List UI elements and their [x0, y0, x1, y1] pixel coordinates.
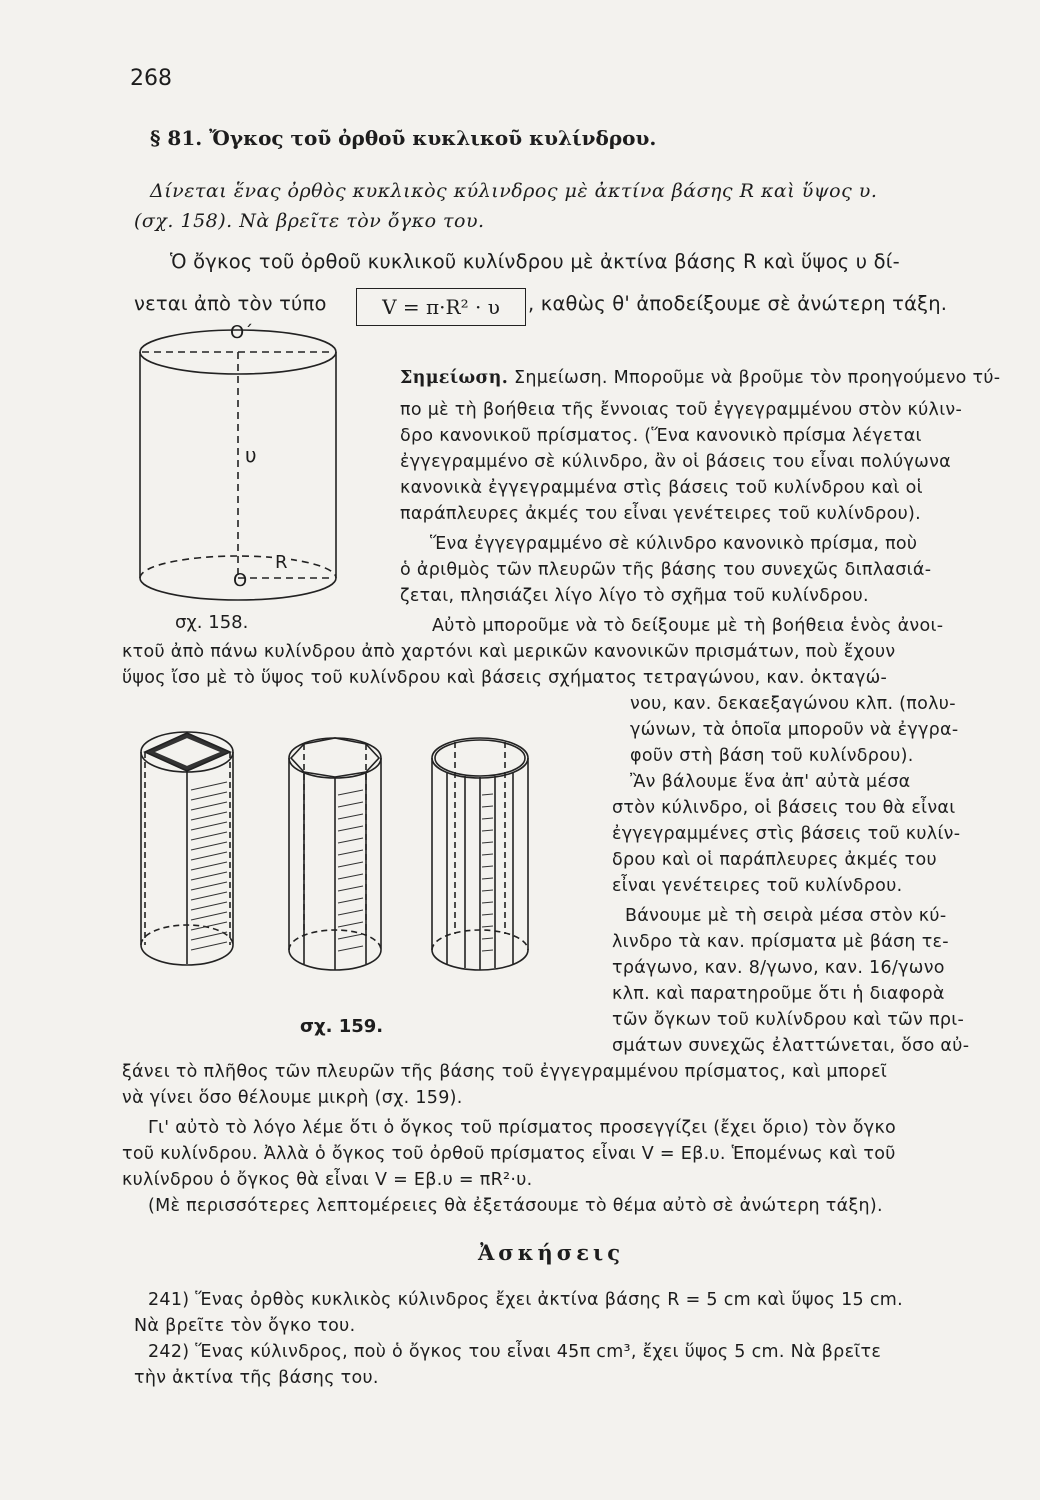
body-line-4: ξάνει τὸ πλῆθος τῶν πλευρῶν τῆς βάσης τοῦ ἐγγεγραμμένου πρίσματος, καὶ μπορεῖ [122, 1062, 888, 1082]
right-col-line-3: Ἂν βάλουμε ἕνα ἀπ' αὐτὰ μέσα [630, 772, 911, 792]
note-line-8: ζεται, πλησιάζει λίγο λίγο τὸ σχῆμα τοῦ κυλίνδρου. [400, 586, 869, 606]
note-line-0 [400, 368, 1000, 388]
body-line-6: Γι' αὐτὸ τὸ λόγο λέμε ὅτι ὁ ὄγκος τοῦ πρίσματος προσεγγίζει (ἔχει ὅριο) τὸν ὄγκο [148, 1118, 897, 1138]
intro-line2-before: νεται ἀπὸ τὸν τύπο [134, 292, 327, 315]
label-o: O [233, 570, 248, 591]
intro-line2-after: , καθὼς θ' ἀποδείξουμε σὲ ἀνώτερη τάξη. [528, 292, 948, 315]
right-col-line-1: γώνων, τὰ ὁποῖα μποροῦν νὰ ἐγγρα- [630, 720, 959, 740]
right-col-line-4: στὸν κύλινδρο, οἱ βάσεις του θὰ εἶναι [612, 798, 956, 818]
note-line-3: ἐγγεγραμμένο σὲ κύλινδρο, ἂν οἱ βάσεις του εἶναι πολύγωνα [400, 452, 951, 472]
intro-line1: Ὁ ὄγκος τοῦ ὀρθοῦ κυκλικοῦ κυλίνδρου μὲ ἀκτίνα βάσης R καὶ ὕψος υ δί- [170, 250, 900, 273]
label-height-u: υ [245, 443, 257, 467]
figure-159-prisms [135, 720, 595, 990]
note-line-1: πο μὲ τὴ βοήθεια τῆς ἔννοιας τοῦ ἐγγεγραμμένου στὸν κύλιν- [400, 400, 963, 420]
body-line-1: Αὐτὸ μποροῦμε νὰ τὸ δείξουμε μὲ τὴ βοήθεια ἑνὸς ἀνοι- [432, 616, 944, 636]
right-col-line-8: Βάνουμε μὲ τὴ σειρὰ μέσα στὸν κύ- [625, 906, 947, 926]
body-line-8: κυλίνδρου ὁ ὄγκος θὰ εἶναι V = Eβ.υ = πR²·υ. [122, 1170, 533, 1190]
note-line-5: παράπλευρες ἀκμές του εἶναι γενέτειρες τοῦ κυλίνδρου). [400, 504, 922, 524]
note-line-6: Ἕνα ἐγγεγραμμένο σὲ κύλινδρο κανονικὸ πρίσμα, ποὺ [430, 534, 918, 554]
right-col-line-11: κλπ. καὶ παρατηροῦμε ὅτι ἡ διαφορὰ [612, 984, 945, 1004]
exercise-241-line2: Νὰ βρεῖτε τὸν ὄγκο του. [134, 1316, 356, 1336]
body-line-2: κτοῦ ἀπὸ πάνω κυλίνδρου ἀπὸ χαρτόνι καὶ μερικῶν κανονικῶν πρισμάτων, ποὺ ἔχουν [122, 642, 896, 662]
note-label: Σημείωση. [400, 368, 509, 388]
label-o-prime: O΄ [230, 322, 254, 343]
body-line-5: νὰ γίνει ὅσο θέλουμε μικρὴ (σχ. 159). [122, 1088, 463, 1108]
section-title: § 81. Ὄγκος τοῦ ὀρθοῦ κυκλικοῦ κυλίνδρου. [150, 126, 657, 150]
body-line-9: (Μὲ περισσότερες λεπτομέρειες θὰ ἐξετάσουμε τὸ θέμα αὐτὸ σὲ ἀνώτερη τάξη). [148, 1196, 883, 1216]
problem-statement-line1: Δίνεται ἕνας ὀρθὸς κυκλικὸς κύλινδρος μὲ ἀκτίνα βάσης R καὶ ὕψος υ. [150, 180, 878, 202]
note-line-0-text: Σημείωση. Μποροῦμε νὰ βροῦμε τὸν προηγούμενο τύ- [513, 368, 1001, 388]
exercise-242-line2: τὴν ἀκτίνα τῆς βάσης του. [134, 1368, 379, 1388]
problem-statement-line2: (σχ. 158). Νὰ βρεῖτε τὸν ὄγκο του. [134, 210, 485, 232]
right-col-line-5: ἐγγεγραμμένες στὶς βάσεις τοῦ κυλίν- [612, 824, 961, 844]
cylinder-16gon-prism [432, 738, 528, 970]
right-col-line-12: τῶν ὄγκων τοῦ κυλίνδρου καὶ τῶν πρι- [612, 1010, 965, 1030]
cylinder-square-prism [141, 732, 233, 965]
right-col-line-6: δρου καὶ οἱ παράπλευρες ἀκμές του [612, 850, 937, 870]
body-line-3: ὕψος ἴσο μὲ τὸ ὕψος τοῦ κυλίνδρου καὶ βάσεις σχήματος τετραγώνου, καν. ὀκταγώ- [122, 668, 888, 688]
note-line-2: δρο κανονικοῦ πρίσματος. (Ἕνα κανονικὸ πρίσμα λέγεται [400, 426, 922, 446]
right-col-line-10: τράγωνο, καν. 8/γωνο, καν. 16/γωνο [612, 958, 945, 978]
volume-formula-box [356, 288, 526, 326]
right-col-line-9: λινδρο τὰ καν. πρίσματα μὲ βάση τε- [612, 932, 949, 952]
exercise-241-line1: 241) Ἕνας ὀρθὸς κυκλικὸς κύλινδρος ἔχει ἀκτίνα βάσης R = 5 cm καὶ ὕψος 15 cm. [148, 1290, 903, 1310]
cylinder-octagon-prism [289, 738, 381, 970]
body-line-7: τοῦ κυλίνδρου. Ἀλλὰ ὁ ὄγκος τοῦ ὀρθοῦ πρίσματος εἶναι V = Eβ.υ. Ἑπομένως καὶ τοῦ [122, 1144, 896, 1164]
note-line-4: κανονικὰ ἐγγεγραμμένα στὶς βάσεις τοῦ κυλίνδρου καὶ οἱ [400, 478, 923, 498]
volume-formula: V = π·R² · υ [382, 295, 500, 319]
label-radius-r: R [272, 552, 291, 573]
figure-159-caption: σχ. 159. [300, 1016, 384, 1037]
right-col-line-2: φοῦν στὴ βάση τοῦ κυλίνδρου). [630, 746, 914, 766]
right-col-line-7: εἶναι γενέτειρες τοῦ κυλίνδρου. [612, 876, 903, 896]
exercise-242-line1: 242) Ἕνας κύλινδρος, ποὺ ὁ ὄγκος του εἶναι 45π cm³, ἔχει ὕψος 5 cm. Νὰ βρεῖτε [148, 1342, 882, 1362]
note-line-7: ὁ ἀριθμὸς τῶν πλευρῶν τῆς βάσης του συνεχῶς διπλασιά- [400, 560, 932, 580]
figure-158-caption: σχ. 158. [175, 612, 249, 633]
exercises-title: Ἀσκήσεις [478, 1240, 624, 1265]
page-number: 268 [130, 66, 172, 91]
right-col-line-0: νου, καν. δεκαεξαγώνου κλπ. (πολυ- [630, 694, 956, 714]
right-col-line-13: σμάτων συνεχῶς ἐλαττώνεται, ὅσο αὐ- [612, 1036, 970, 1056]
